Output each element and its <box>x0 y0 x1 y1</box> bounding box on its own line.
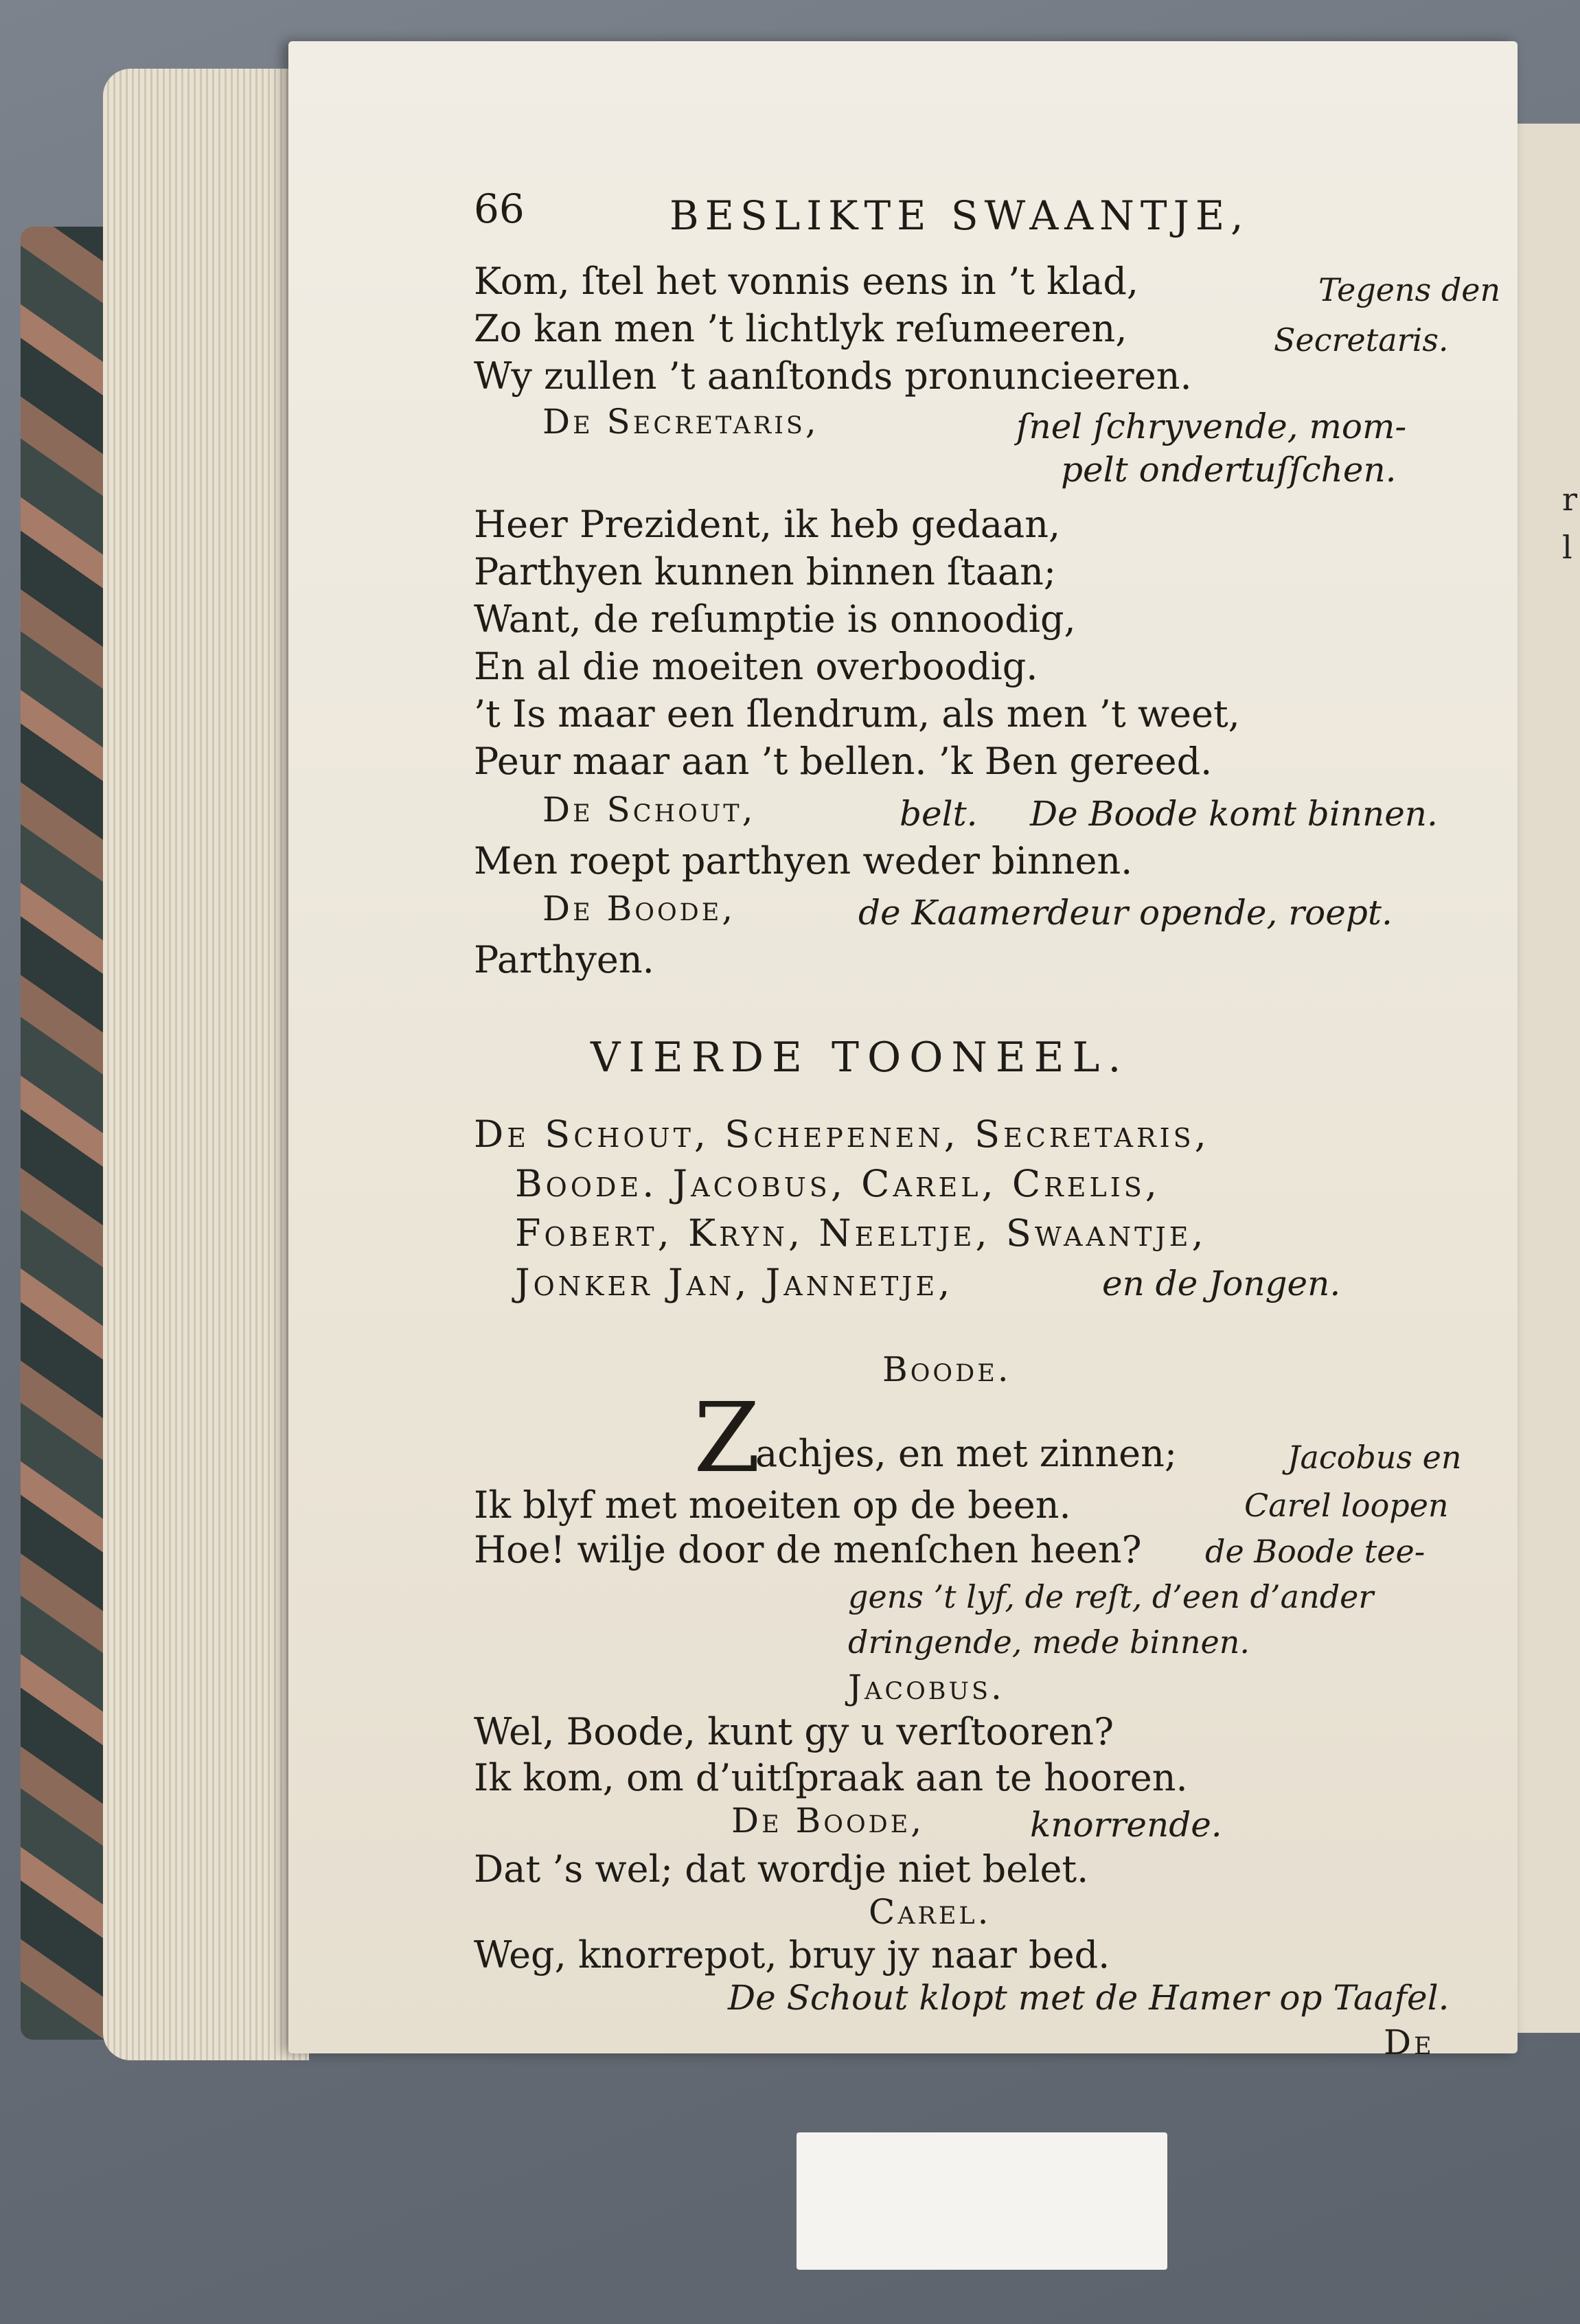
cast-list-line: Boode. Jacobus, Carel, Crelis, <box>515 1162 1160 1205</box>
margin-direction: Carel loopen <box>1244 1487 1449 1524</box>
white-label-sticker <box>797 2132 1167 2270</box>
stage-direction: pelt ondertuſſchen. <box>1061 450 1397 490</box>
verse-line: ’t Is maar een ſlendrum, als men ’t weet, <box>474 692 1240 736</box>
margin-direction: dringende, mede binnen. <box>848 1624 1250 1661</box>
verse-line: Wel, Boode, kunt gy u verſtooren? <box>474 1710 1114 1753</box>
cast-list-line: De Schout, Schepenen, Secretaris, <box>474 1113 1210 1156</box>
verse-line: Parthyen. <box>474 938 654 981</box>
verse-line: Wy zullen ’t aanſtonds pronuncieeren. <box>474 354 1192 398</box>
verse-line: Heer Prezident, ik heb gedaan, <box>474 503 1061 546</box>
speaker-name: De Secretaris, <box>542 402 819 442</box>
verse-line: Want, de reſumptie is onnoodig, <box>474 597 1076 641</box>
drop-capital: Z <box>694 1382 761 1494</box>
page-number: 66 <box>474 185 525 232</box>
verse-line: Men roept parthyen weder binnen. <box>474 839 1133 882</box>
margin-direction: Secretaris. <box>1274 321 1449 358</box>
verse-line: Hoe! wilje door de menſchen heen? <box>474 1528 1142 1571</box>
scene-title: VIERDE TOONEEL. <box>591 1034 1130 1082</box>
page-edges <box>103 69 309 2060</box>
facing-page-edge <box>1514 124 1580 2033</box>
cast-list-line: Jonker Jan, Jannetje, <box>515 1261 954 1304</box>
speaker-name: Carel. <box>869 1892 992 1932</box>
margin-direction: Jacobus en <box>1287 1439 1462 1476</box>
cast-list-italic: en de Jongen. <box>1102 1264 1341 1303</box>
stage-direction: De Boode komt binnen. <box>1030 794 1438 834</box>
stage-direction: ſnel ſchryvende, mom- <box>1016 407 1407 446</box>
verse-line: Weg, knorrepot, bruy jy naar bed. <box>474 1933 1110 1976</box>
speaker-name: Boode. <box>882 1349 1011 1389</box>
speaker-name: Jacobus. <box>848 1667 1005 1707</box>
verse-line: Peur maar aan ’t bellen. ’k Ben gereed. <box>474 740 1213 783</box>
verse-line: Kom, ſtel het vonnis eens in ’t klad, <box>474 260 1139 303</box>
verse-line: Ik kom, om d’uitſpraak aan te hooren. <box>474 1756 1188 1799</box>
stage-direction: belt. <box>900 794 978 834</box>
speaker-name: De Boode, <box>542 889 736 929</box>
running-head: BESLIKTE SWAANTJE, <box>669 192 1250 239</box>
margin-direction: gens ’t lyf, de reſt, d’een d’ander <box>848 1578 1374 1615</box>
speaker-name: De Schout, <box>542 790 756 830</box>
verse-line: Dat ’s wel; dat wordje niet belet. <box>474 1847 1089 1891</box>
catchword: De <box>1384 2023 1434 2062</box>
facing-page-glyph: l <box>1562 529 1572 566</box>
stage-direction: De Schout klopt met de Hamer op Taafel. <box>728 1978 1450 2018</box>
verse-line: Ik blyf met moeiten op de been. <box>474 1483 1071 1527</box>
stage-direction: de Kaamerdeur opende, roept. <box>858 893 1393 933</box>
verse-line: Parthyen kunnen binnen ſtaan; <box>474 550 1057 593</box>
facing-page-glyph: r <box>1562 481 1577 518</box>
stage-direction: knorrende. <box>1030 1805 1222 1845</box>
cast-list-line: Fobert, Kryn, Neeltje, Swaantje, <box>515 1211 1207 1255</box>
speaker-name: De Boode, <box>731 1801 925 1841</box>
verse-line: achjes, en met zinnen; <box>755 1432 1178 1475</box>
margin-direction: Tegens den <box>1318 271 1501 308</box>
margin-direction: de Boode tee- <box>1205 1533 1426 1570</box>
verse-line: Zo kan men ’t lichtlyk reſumeeren, <box>474 307 1127 350</box>
verse-line: En al die moeiten overboodig. <box>474 645 1038 688</box>
